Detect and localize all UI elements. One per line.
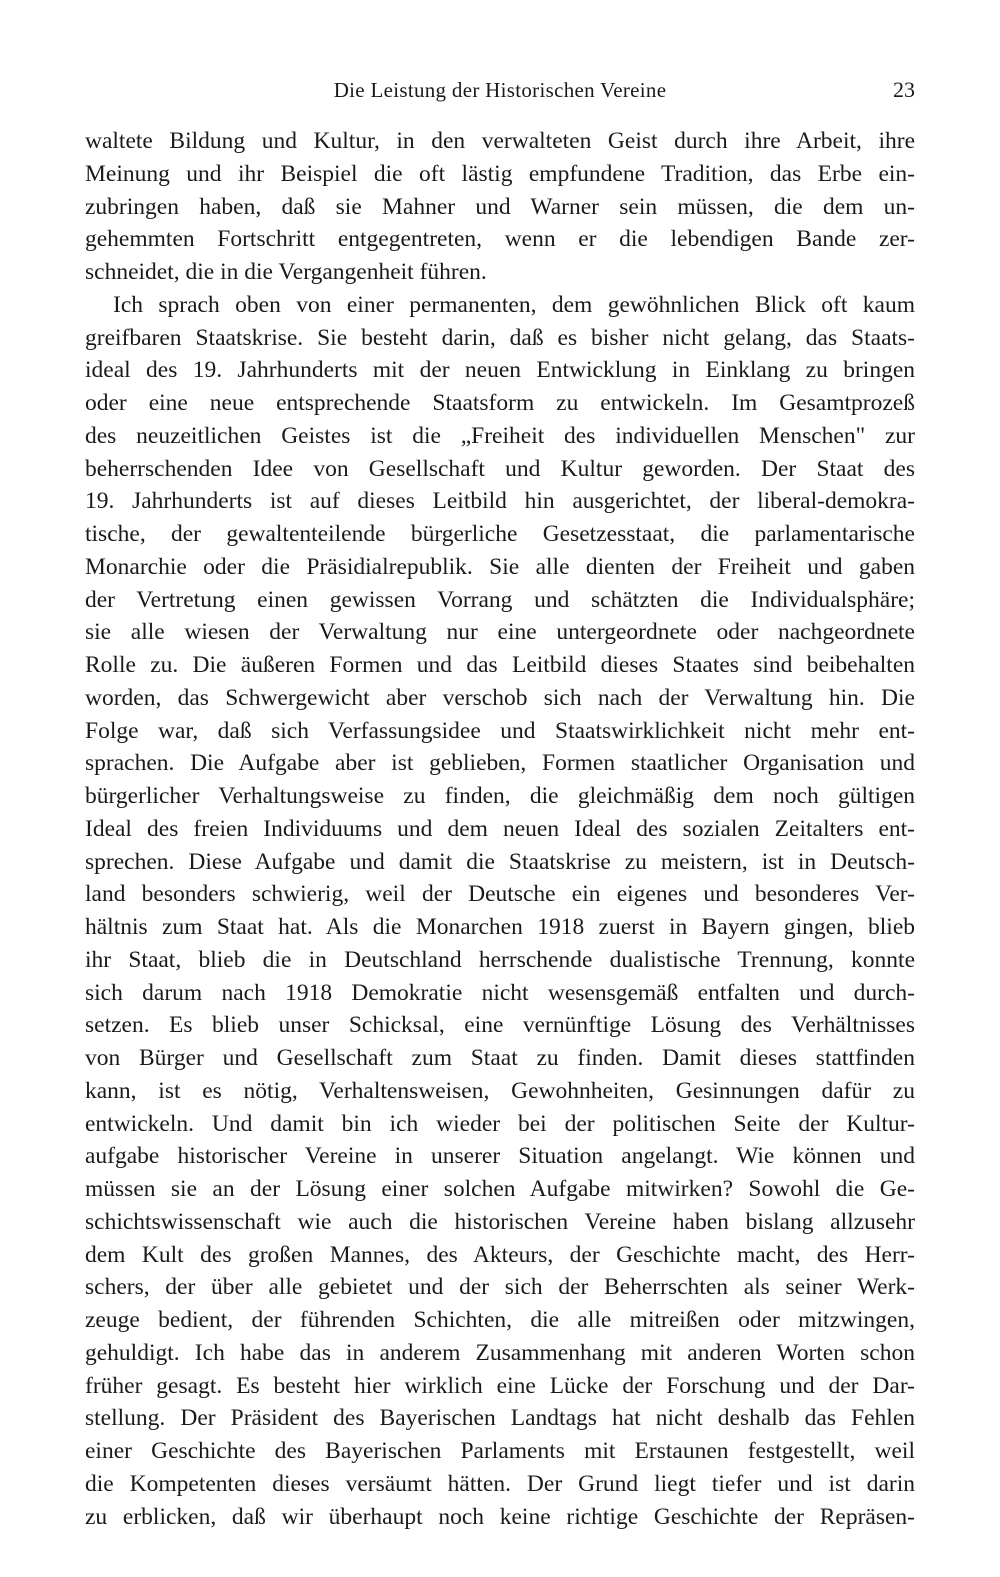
- page-number: 23: [893, 77, 915, 102]
- text-line: beherrschenden Idee von Gesellschaft und Kultur geworden. Der Staat des: [85, 455, 915, 482]
- text-line: müssen sie an der Lösung einer solchen Aufgabe mitwirken? Sowohl die Ge-: [85, 1176, 915, 1202]
- text-line: sich darum nach 1918 Demokratie nicht wesensgemäß entfalten und durch-: [85, 979, 915, 1006]
- text-line: Folge war, daß sich Verfassungsidee und Staatswirklichkeit nicht mehr ent-: [85, 717, 915, 744]
- text-line: gehemmten Fortschritt entgegentreten, wenn er die lebendigen Bande zer-: [85, 226, 915, 253]
- text-line: dem Kult des großen Mannes, des Akteurs, der Geschichte macht, des Herr-: [85, 1241, 915, 1268]
- text-line: Ich sprach oben von einer permanenten, dem gewöhnlichen Blick oft kaum: [113, 291, 915, 318]
- text-line: land besonders schwierig, weil der Deutsche ein eigenes und besonderes Ver-: [85, 881, 915, 908]
- text-line: schichtswissenschaft wie auch die historischen Vereine haben bislang allzusehr: [85, 1208, 915, 1235]
- text-line: bürgerlicher Verhaltungsweise zu finden, die gleichmäßig dem noch gültigen: [85, 783, 915, 809]
- text-line: von Bürger und Gesellschaft zum Staat zu finden. Damit dieses stattfinden: [85, 1045, 915, 1071]
- text-line: der Vertretung einen gewissen Vorrang und schätzten die Individualsphäre;: [85, 586, 915, 613]
- text-line: aufgabe historischer Vereine in unserer Situation angelangt. Wie können und: [85, 1143, 915, 1170]
- text-line: ideal des 19. Jahrhunderts mit der neuen Entwicklung in Einklang zu bringen: [85, 357, 915, 384]
- text-line: ihr Staat, blieb die in Deutschland herrschende dualistische Trennung, konnte: [85, 946, 915, 973]
- text-line: Rolle zu. Die äußeren Formen und das Leitbild dieses Staates sind beibehalten: [85, 652, 915, 678]
- text-line: einer Geschichte des Bayerischen Parlaments mit Erstaunen festgestellt, weil: [85, 1438, 915, 1464]
- running-title: Die Leistung der Historischen Vereine: [333, 78, 667, 102]
- text-line: Meinung und ihr Beispiel die oft lästig empfundene Tradition, das Erbe ein-: [85, 160, 915, 187]
- text-line: tische, der gewaltenteilende bürgerliche Gesetzesstaat, die parlamentarische: [85, 521, 915, 547]
- text-line: waltete Bildung und Kultur, in den verwalteten Geist durch ihre Arbeit, ihre: [85, 128, 915, 154]
- text-line: stellung. Der Präsident des Bayerischen Landtags hat nicht deshalb das Fehlen: [85, 1405, 915, 1432]
- text-line: entwickeln. Und damit bin ich wieder bei der politischen Seite der Kultur-: [85, 1110, 915, 1137]
- text-line: des neuzeitlichen Geistes ist die „Freiheit des individuellen Menschen" zur: [85, 422, 915, 449]
- text-line: zu erblicken, daß wir überhaupt noch keine richtige Geschichte der Repräsen-: [85, 1503, 915, 1530]
- text-line: sprachen. Die Aufgabe aber ist geblieben, Formen staatlicher Organisation und: [85, 750, 915, 777]
- text-line: greifbaren Staatskrise. Sie besteht darin, daß es bisher nicht gelang, das Staats-: [85, 324, 915, 351]
- running-header: [85, 74, 915, 106]
- text-line: zeuge bedient, der führenden Schichten, die alle mitreißen oder mitzwingen,: [85, 1307, 915, 1333]
- text-line: früher gesagt. Es besteht hier wirklich eine Lücke der Forschung und der Dar-: [85, 1372, 915, 1399]
- text-line: gehuldigt. Ich habe das in anderem Zusammenhang mit anderen Worten schon: [85, 1339, 915, 1366]
- text-line: schneidet, die in die Vergangenheit führen.: [85, 259, 487, 285]
- text-line: Ideal des freien Individuums und dem neuen Ideal des sozialen Zeitalters ent-: [85, 815, 915, 842]
- text-line: die Kompetenten dieses versäumt hätten. Der Grund liegt tiefer und ist darin: [85, 1470, 915, 1497]
- text-line: setzen. Es blieb unser Schicksal, eine vernünftige Lösung des Verhältnisses: [85, 1012, 915, 1039]
- text-line: zubringen haben, daß sie Mahner und Warner sein müssen, die dem un-: [85, 193, 915, 220]
- text-line: sie alle wiesen der Verwaltung nur eine untergeordnete oder nachgeordnete: [85, 619, 915, 646]
- body-text: [85, 125, 915, 1533]
- text-line: worden, das Schwergewicht aber verschob sich nach der Verwaltung hin. Die: [85, 684, 915, 711]
- text-line: kann, ist es nötig, Verhaltensweisen, Gewohnheiten, Gesinnungen dafür zu: [85, 1077, 915, 1104]
- text-line: Monarchie oder die Präsidialrepublik. Sie alle dienten der Freiheit und gaben: [85, 553, 915, 580]
- text-line: oder eine neue entsprechende Staatsform zu entwickeln. Im Gesamtprozeß: [85, 390, 915, 416]
- text-line: hältnis zum Staat hat. Als die Monarchen 1918 zuerst in Bayern gingen, blieb: [85, 914, 915, 940]
- text-line: sprechen. Diese Aufgabe und damit die Staatskrise zu meistern, ist in Deutsch-: [85, 848, 915, 875]
- text-line: schers, der über alle gebietet und der sich der Beherrschten als seiner Werk-: [85, 1274, 915, 1301]
- text-line: 19. Jahrhunderts ist auf dieses Leitbild hin ausgerichtet, der liberal-demokra-: [85, 488, 915, 515]
